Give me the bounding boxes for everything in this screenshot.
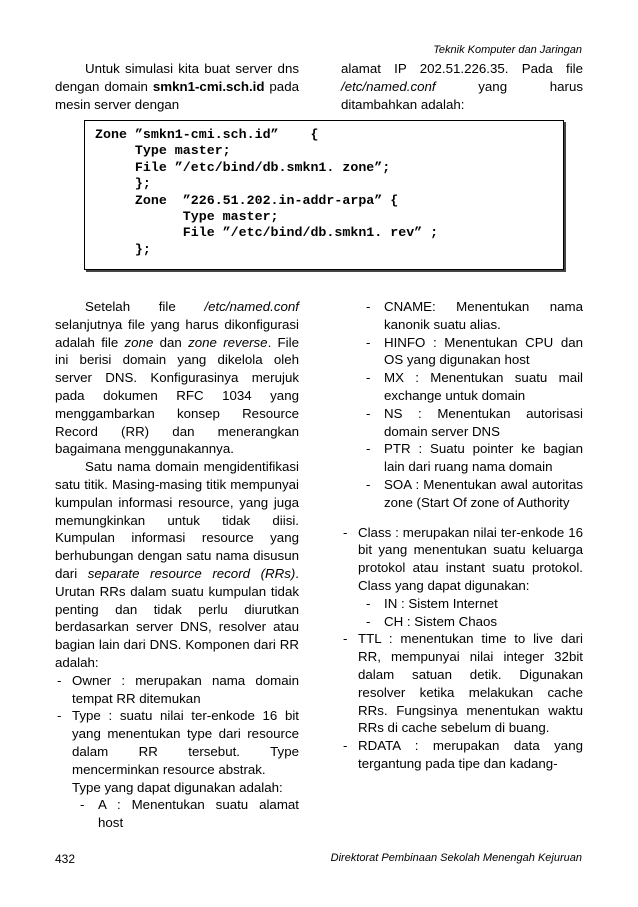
term: zone reverse — [188, 334, 268, 350]
text: Satu nama domain mengidentifikasi satu titik. Masing-masing titik mempunyai kumpulan informasi resource, yang juga memungkinkan untuk tidak diisi. Kumpulan informasi resource yang berhubungan dengan satu nama disusun dari — [55, 459, 299, 581]
text: . Urutan RRs dalam suatu kumpulan tidak penting dan tidak perlu diurutkan berdasarkan server DNS, resolver atau bagian lain dari DNS. Komponen dari RR adalah: — [55, 565, 299, 670]
code-line: Zone ”226.51.202.in-addr-arpa” { — [95, 192, 399, 208]
config-file-name: /etc/named.conf — [341, 79, 436, 94]
list-item: - Type : suatu nilai ter-enkode 16 bit yang menentukan type dari resource dalam RR tersebut. Type mencerminkan resource abstrak. — [55, 707, 299, 778]
list-item: - CH : Sistem Chaos — [358, 613, 583, 631]
list-item — [341, 524, 583, 631]
intro-left-paragraph — [55, 60, 299, 114]
paragraph — [55, 458, 299, 672]
running-header: Teknik Komputer dan Jaringan — [433, 44, 582, 56]
code-box — [84, 120, 564, 270]
term: zone — [124, 334, 154, 350]
rr-component-list — [341, 524, 583, 773]
intro-right-paragraph — [341, 60, 583, 114]
type-list — [341, 298, 583, 512]
list-item: - HINFO : Menentukan CPU dan OS yang digunakan host — [358, 334, 583, 370]
list-item: - MX : Menentukan suatu mail exchange untuk domain — [358, 369, 583, 405]
left-column — [55, 298, 299, 832]
type-intro: Type yang dapat digunakan adalah: — [72, 779, 283, 795]
list-item: - NS : Menentukan autorisasi domain server DNS — [358, 405, 583, 441]
class-description: Class : merupakan nilai ter-enkode 16 bit yang menentukan suatu keluarga protokol atau instant suatu protokol. Class yang dapat digunakan: — [358, 524, 583, 593]
intro-text: alamat IP 202.51.226.35. Pada file — [341, 61, 583, 76]
intro-text: pada mesin server dengan — [55, 79, 299, 112]
list-item: - IN : Sistem Internet — [358, 595, 583, 613]
code-line: Zone ”smkn1-cmi.sch.id” { — [95, 127, 319, 142]
code-line: File ”/etc/bind/db.smkn1. zone”; — [95, 159, 391, 175]
list-item: - PTR : Suatu pointer ke bagian lain dari ruang nama domain — [358, 440, 583, 476]
list-item: - A : Menentukan suatu alamat host — [72, 796, 299, 832]
domain-name: smkn1-cmi.sch.id — [152, 79, 265, 94]
text: selanjutnya file yang harus dikonfigurasi adalah file — [55, 316, 299, 350]
list-item: - CNAME: Menentukan nama kanonik suatu alias. — [358, 298, 583, 334]
text: dan — [153, 334, 189, 350]
paragraph — [55, 298, 299, 458]
code-line: Type master; — [95, 209, 279, 225]
term: separate resource record (RRs) — [87, 565, 296, 581]
right-column — [341, 298, 583, 773]
list-item: - TTL : menentukan time to live dari RR, mempunyai nilai integer 32bit dalam satuan detik. Digunakan resolver ketika melakukan cache RRs. Fungsinya menentukan waktu RRs di cache sebelum di buang. — [341, 630, 583, 737]
rr-component-list — [55, 672, 299, 779]
type-list — [55, 796, 299, 832]
code-line: Type master; — [95, 143, 231, 159]
page-number: 432 — [55, 852, 76, 866]
list-item: - Owner : merupakan nama domain tempat RR ditemukan — [55, 672, 299, 708]
class-list — [358, 595, 583, 631]
list-item: - RDATA : merupakan data yang tergantung pada tipe dan kadang- — [341, 737, 583, 773]
code-line: }; — [95, 241, 151, 257]
code-line: File ”/etc/bind/db.smkn1. rev” ; — [95, 225, 439, 241]
code-line: }; — [95, 176, 151, 192]
intro-text: yang harus ditambahkan adalah: — [341, 79, 583, 112]
intro-text: Untuk simulasi kita buat server dns dengan domain — [55, 61, 299, 94]
text: Setelah file — [85, 299, 205, 314]
config-file-name: /etc/named.conf — [204, 299, 299, 314]
text: . File ini berisi domain yang dikelola oleh server DNS. Konfigurasinya merujuk pada dokumen RFC 1034 yang menggambarkan konsep Resource Record (RR) dan menerangkan bagaimana menggunakannya. — [55, 334, 299, 457]
footer-text: Direktorat Pembinaan Sekolah Menengah Kejuruan — [330, 852, 582, 864]
list-item: - SOA : Menentukan awal autoritas zone (Start Of zone of Authority — [358, 476, 583, 512]
code-listing — [95, 127, 438, 258]
